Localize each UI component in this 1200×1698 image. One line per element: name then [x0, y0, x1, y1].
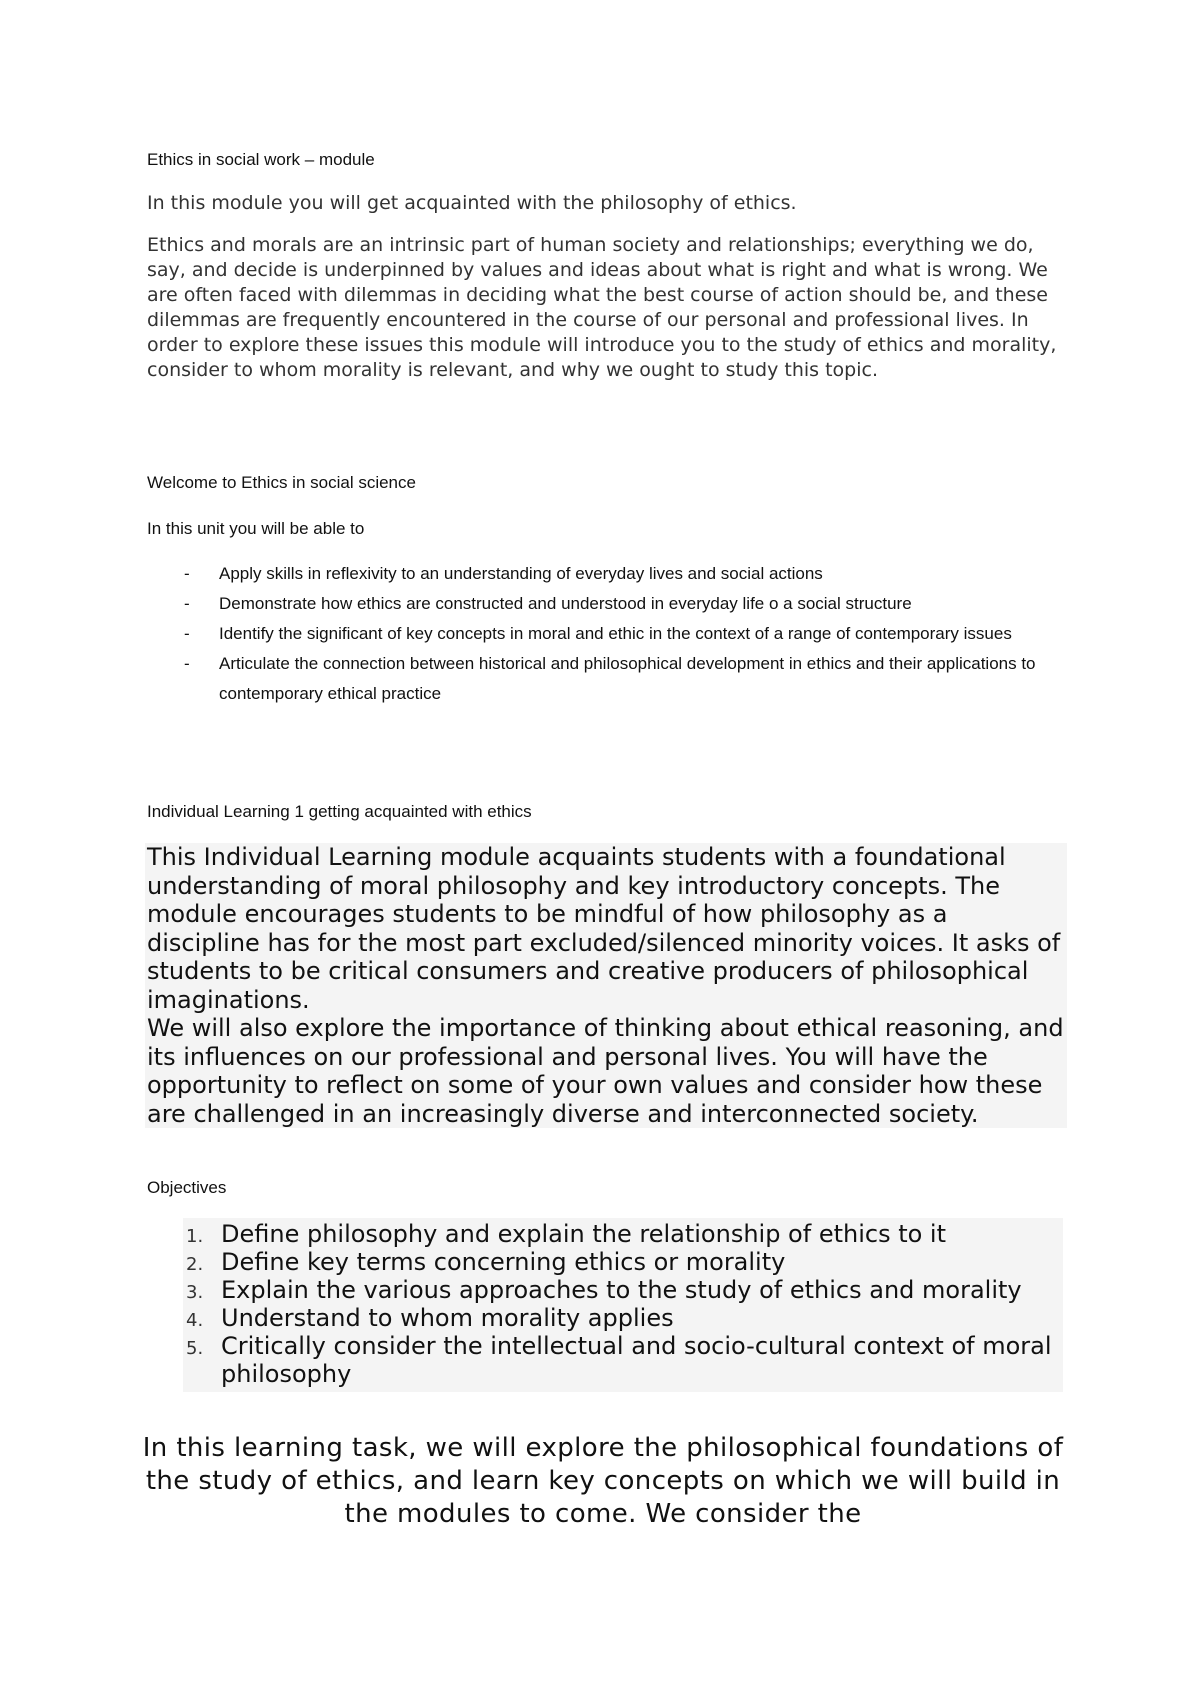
list-item-text: Articulate the connection between historical and philosophical development in ethics and their applications to contemporary ethical practice	[219, 654, 1036, 703]
list-item-text: Apply skills in reflexivity to an understanding of everyday lives and social actions	[219, 564, 823, 583]
list-number: 1.	[186, 1226, 204, 1247]
module-title: Ethics in social work – module	[147, 150, 375, 169]
list-item-text: Define philosophy and explain the relationship of ethics to it	[221, 1220, 947, 1248]
bullet-dash: -	[184, 654, 190, 673]
list-item	[183, 1220, 1063, 1248]
description-paragraph-1: This Individual Learning module acquaints students with a foundational understanding of moral philosophy and key introductory concepts. The module encourages students to be mindful of how philosophy as a discipline has for the most part excluded/silenced minority voices. It asks of students to be critical consumers and creative producers of philosophical imaginations.	[147, 843, 1061, 1014]
list-item-text: Understand to whom morality applies	[221, 1304, 674, 1332]
list-item-text: Define key terms concerning ethics or morality	[221, 1248, 786, 1276]
list-item	[183, 1332, 1063, 1388]
learning-task-paragraph: In this learning task, we will explore the philosophical foundations of the study of ethics, and learn key concepts on which we will build in the modules to come. We consider the	[142, 1433, 1064, 1529]
list-item	[183, 1248, 1063, 1276]
intro-line: In this module you will get acquainted with the philosophy of ethics.	[147, 192, 797, 214]
bullet-dash: -	[184, 624, 190, 643]
list-item-text: Explain the various approaches to the study of ethics and morality	[221, 1276, 1022, 1304]
list-item	[183, 1276, 1063, 1304]
list-item-text: Identify the significant of key concepts in moral and ethic in the context of a range of contemporary issues	[219, 624, 1012, 643]
list-item	[147, 649, 1107, 709]
list-item	[147, 589, 1107, 619]
list-number: 2.	[186, 1254, 204, 1275]
list-item	[147, 559, 1107, 589]
individual-learning-heading: Individual Learning 1 getting acquainted with ethics	[147, 802, 532, 821]
list-item-text: Demonstrate how ethics are constructed and understood in everyday life o a social structure	[219, 594, 912, 613]
unit-intro: In this unit you will be able to	[147, 519, 365, 538]
list-number: 5.	[186, 1338, 204, 1359]
bullet-dash: -	[184, 594, 190, 613]
bullet-dash: -	[184, 564, 190, 583]
individual-learning-description	[145, 843, 1067, 1128]
list-number: 4.	[186, 1310, 204, 1331]
description-paragraph-2: We will also explore the importance of thinking about ethical reasoning, and its influences on our professional and personal lives. You will have the opportunity to reflect on some of your own values and consider how these are challenged in an increasingly diverse and interconnected society.	[147, 1014, 1064, 1128]
intro-paragraph: Ethics and morals are an intrinsic part of human society and relationships; everything we do, say, and decide is underpinned by values and ideas about what is right and what is wrong. We are often faced with dilemmas in deciding what the best course of action should be, and these dilemmas are frequently encountered in the course of our personal and professional lives. In order to explore these issues this module will introduce you to the study of ethics and morality, consider to whom morality is relevant, and why we ought to study this topic.	[147, 234, 1057, 381]
list-item	[147, 619, 1107, 649]
list-number: 3.	[186, 1282, 204, 1303]
welcome-heading: Welcome to Ethics in social science	[147, 473, 416, 492]
list-item	[183, 1304, 1063, 1332]
unit-outcomes-list	[147, 559, 1107, 709]
objectives-heading: Objectives	[147, 1178, 227, 1197]
list-item-text: Critically consider the intellectual and socio-cultural context of moral philosophy	[221, 1332, 1052, 1388]
objectives-list	[183, 1218, 1063, 1392]
